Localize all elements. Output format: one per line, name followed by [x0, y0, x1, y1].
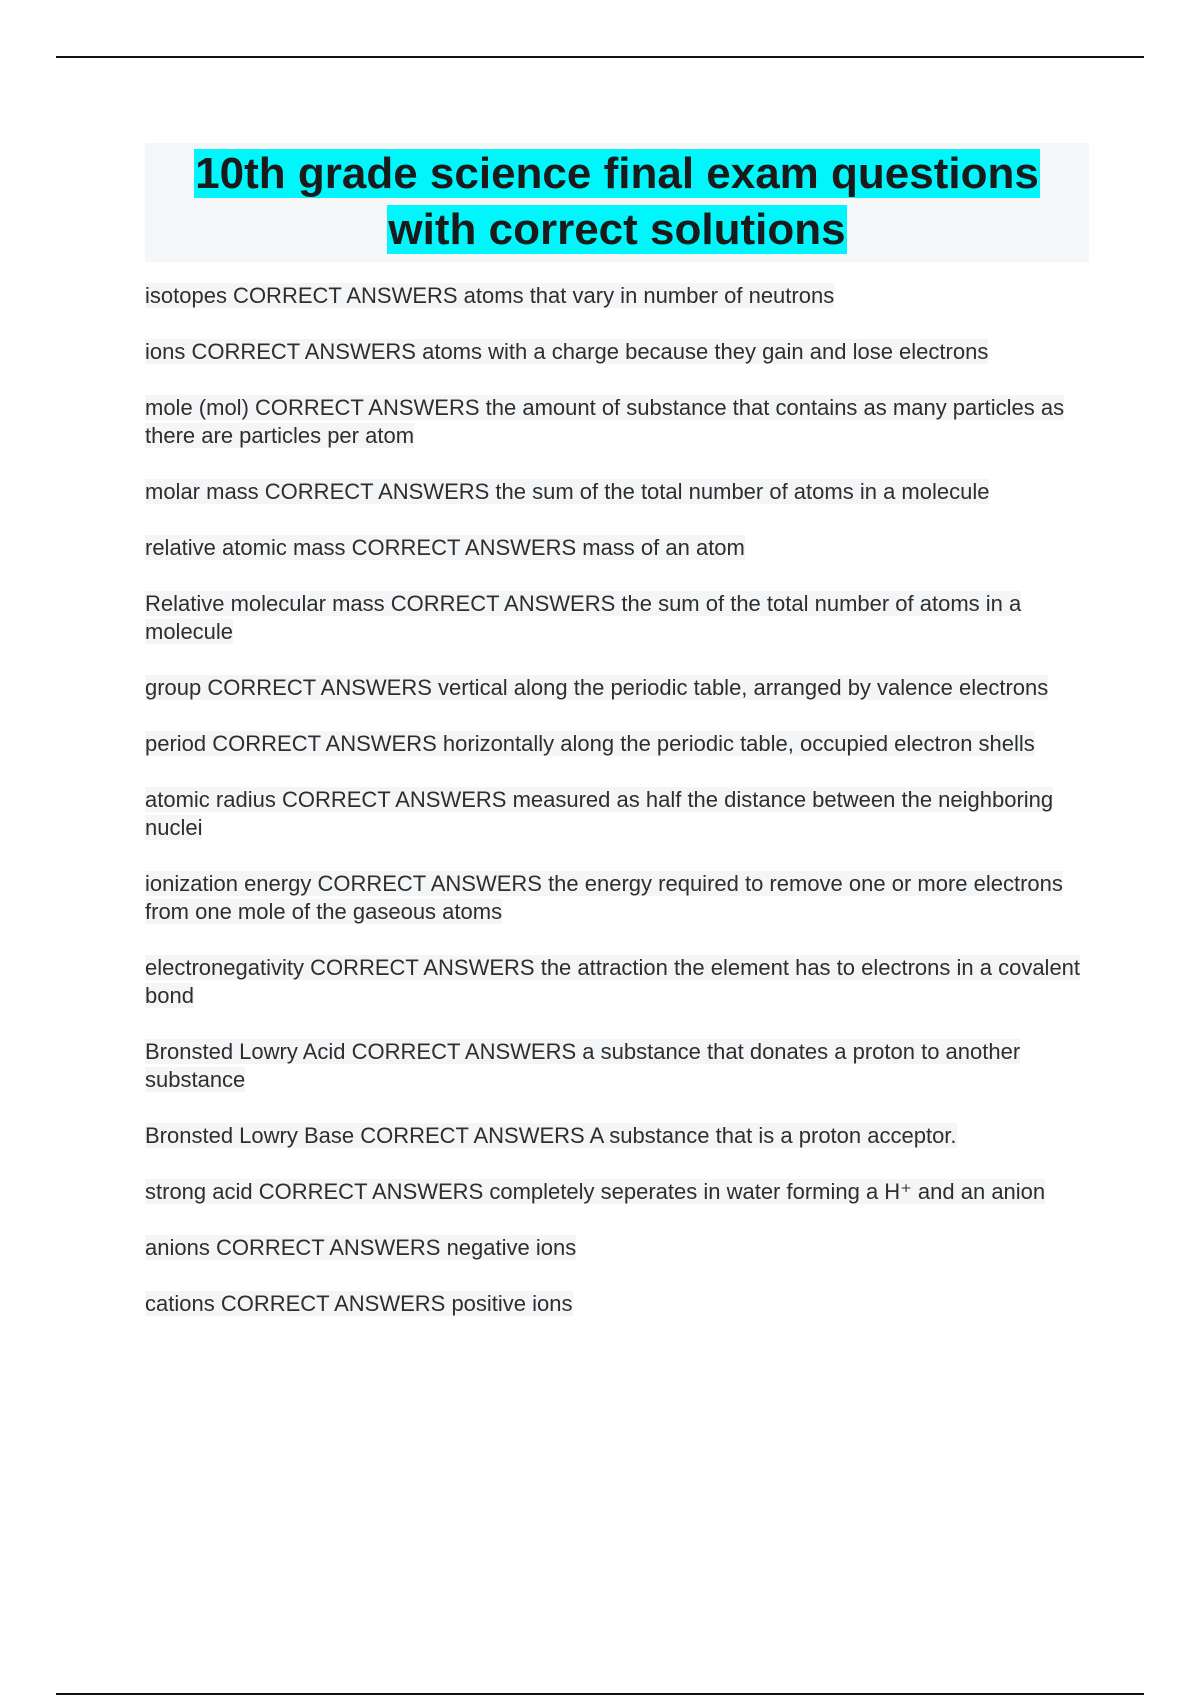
qa-item: cations CORRECT ANSWERS positive ions [145, 1291, 573, 1316]
qa-item: molar mass CORRECT ANSWERS the sum of the total number of atoms in a molecule [145, 479, 990, 504]
qa-item: atomic radius CORRECT ANSWERS measured as half the distance between the neighboring nuclei [145, 787, 1054, 840]
qa-item: strong acid CORRECT ANSWERS completely seperates in water forming a H⁺ and an anion [145, 1179, 1046, 1204]
qa-item: period CORRECT ANSWERS horizontally along the periodic table, occupied electron shells [145, 731, 1035, 756]
qa-item: anions CORRECT ANSWERS negative ions [145, 1235, 577, 1260]
qa-list [145, 282, 1090, 1346]
bottom-rule [56, 1693, 1144, 1695]
qa-item: mole (mol) CORRECT ANSWERS the amount of substance that contains as many particles as there are particles per atom [145, 395, 1065, 448]
qa-item: ions CORRECT ANSWERS atoms with a charge because they gain and lose electrons [145, 339, 989, 364]
qa-item: relative atomic mass CORRECT ANSWERS mass of an atom [145, 535, 745, 560]
qa-item: Relative molecular mass CORRECT ANSWERS the sum of the total number of atoms in a molecule [145, 591, 1022, 644]
qa-item: isotopes CORRECT ANSWERS atoms that vary in number of neutrons [145, 283, 835, 308]
qa-item: group CORRECT ANSWERS vertical along the periodic table, arranged by valence electrons [145, 675, 1049, 700]
page-title: 10th grade science final exam questions with correct solutions [195, 149, 1039, 254]
top-rule [56, 56, 1144, 58]
qa-item: Bronsted Lowry Base CORRECT ANSWERS A substance that is a proton acceptor. [145, 1123, 957, 1148]
qa-item: electronegativity CORRECT ANSWERS the attraction the element has to electrons in a covalent bond [145, 955, 1081, 1008]
qa-item: Bronsted Lowry Acid CORRECT ANSWERS a substance that donates a proton to another substance [145, 1039, 1021, 1092]
title-block [145, 143, 1089, 262]
qa-item: ionization energy CORRECT ANSWERS the energy required to remove one or more electrons from one mole of the gaseous atoms [145, 871, 1063, 924]
